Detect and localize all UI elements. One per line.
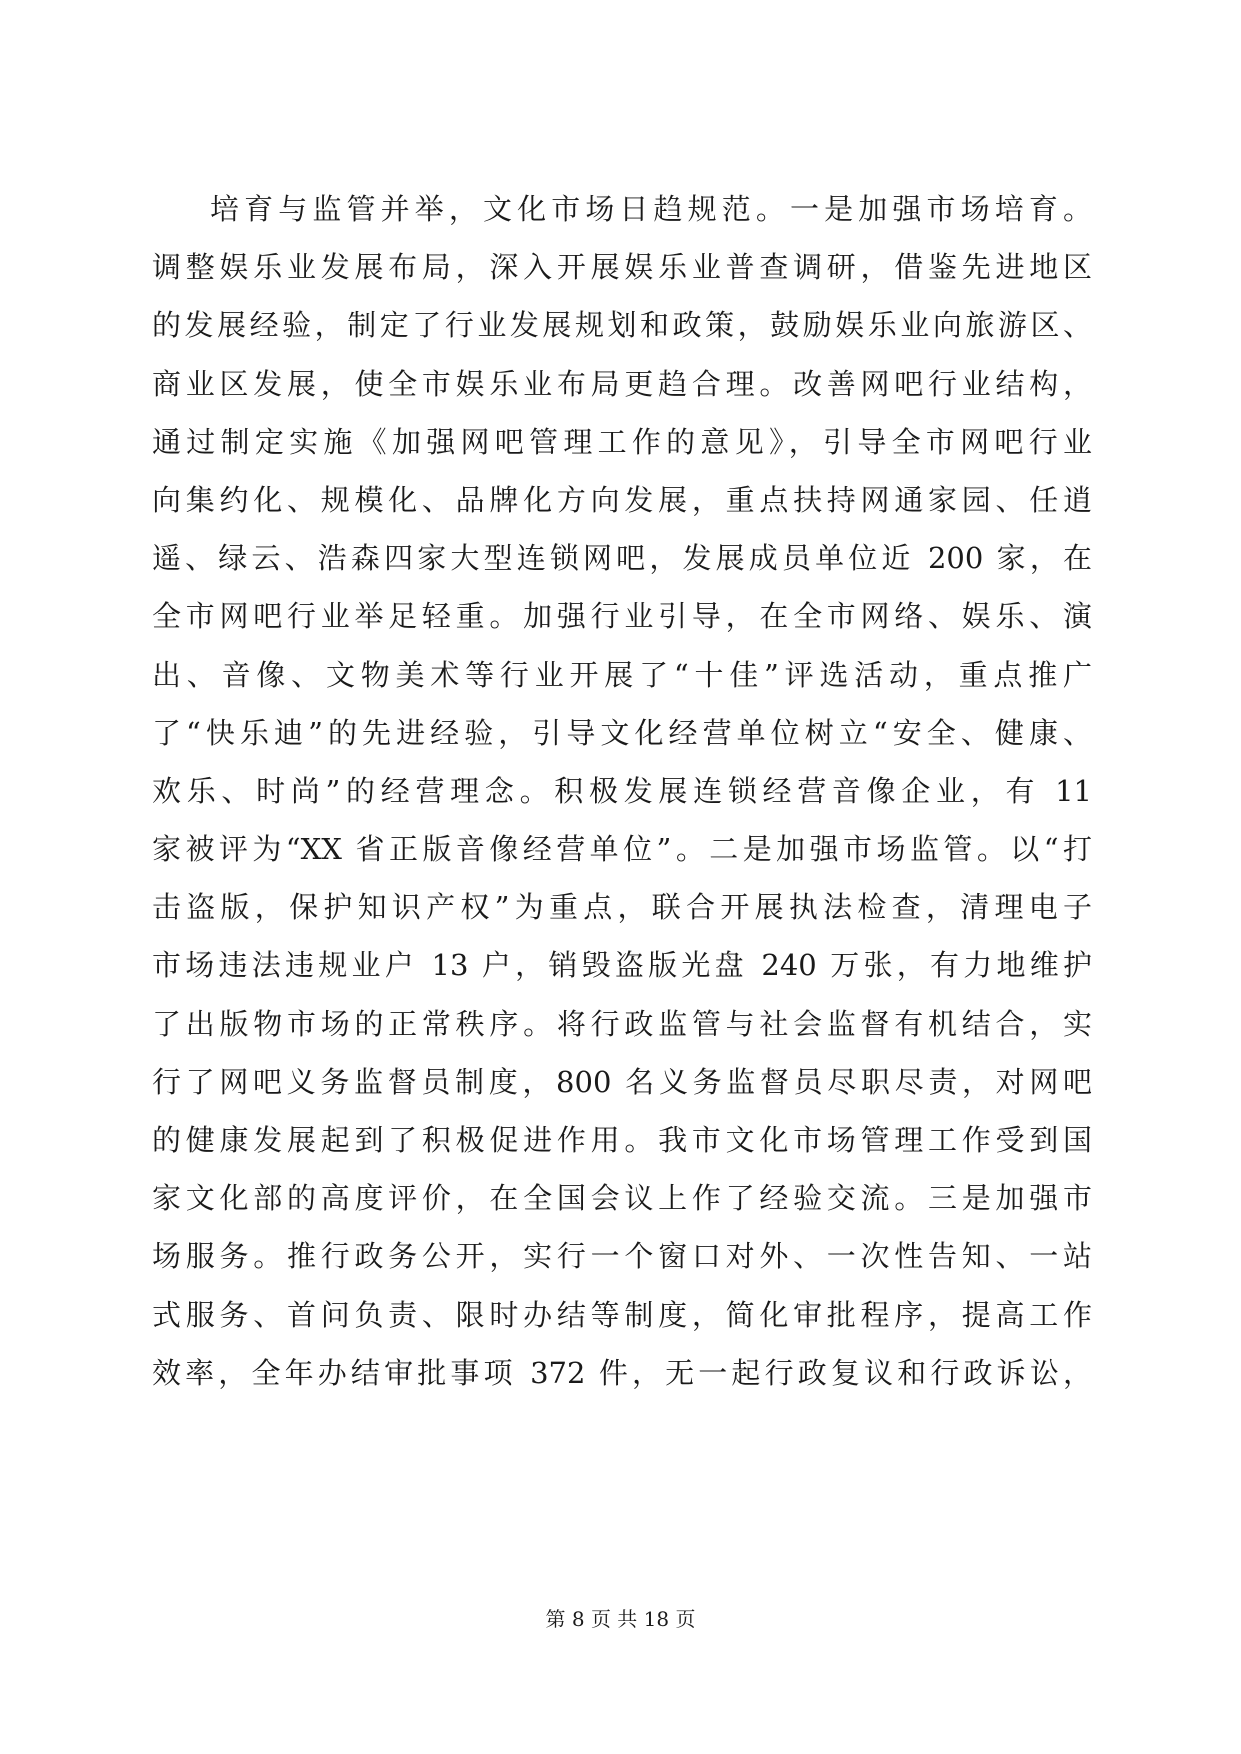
text-line: 家文化部的高度评价，在全国会议上作了经验交流。三是加强市 bbox=[152, 1181, 1092, 1216]
text-line: 场服务。推行政务公开，实行一个窗口对外、一次性告知、一站 bbox=[152, 1239, 1092, 1274]
text-line: 欢乐、时尚”的经营理念。积极发展连锁经营音像企业，有 11 bbox=[152, 773, 1092, 808]
text-line: 式服务、首问负责、限时办结等制度，简化审批程序，提高工作 bbox=[152, 1297, 1092, 1332]
text-line: 商业区发展，使全市娱乐业布局更趋合理。改善网吧行业结构， bbox=[152, 366, 1092, 401]
text-line: 了出版物市场的正常秩序。将行政监管与社会监督有机结合，实 bbox=[152, 1006, 1092, 1041]
text-line: 调整娱乐业发展布局，深入开展娱乐业普查调研，借鉴先进地区 bbox=[152, 250, 1092, 285]
text-line: 向集约化、规模化、品牌化方向发展，重点扶持网通家园、任逍 bbox=[152, 482, 1092, 517]
text-line: 的健康发展起到了积极促进作用。我市文化市场管理工作受到国 bbox=[152, 1123, 1092, 1157]
text-line: 行了网吧义务监督员制度，800 名义务监督员尽职尽责，对网吧 bbox=[152, 1064, 1092, 1099]
text-line: 击盗版，保护知识产权”为重点，联合开展执法检查，清理电子 bbox=[152, 890, 1092, 925]
text-line: 效率，全年办结审批事项 372 件，无一起行政复议和行政诉讼， bbox=[152, 1355, 1092, 1390]
text-line: 了“快乐迪”的先进经验，引导文化经营单位树立“安全、健康、 bbox=[152, 715, 1092, 750]
text-line: 通过制定实施《加强网吧管理工作的意见》，引导全市网吧行业 bbox=[152, 424, 1092, 459]
text-line: 市场违法违规业户 13 户，销毁盗版光盘 240 万张，有力地维护 bbox=[152, 948, 1092, 983]
body-paragraph bbox=[152, 180, 1092, 1402]
text-line: 遥、绿云、浩森四家大型连锁网吧，发展成员单位近 200 家，在 bbox=[152, 541, 1092, 576]
text-line: 家被评为“XX 省正版音像经营单位”。二是加强市场监管。以“打 bbox=[152, 832, 1092, 867]
text-line: 出、音像、文物美术等行业开展了“十佳”评选活动，重点推广 bbox=[152, 657, 1092, 692]
text-line: 培育与监管并举，文化市场日趋规范。一是加强市场培育。 bbox=[210, 192, 1092, 226]
page-number-footer: 第 8 页 共 18 页 bbox=[545, 1607, 696, 1631]
text-line: 的发展经验，制定了行业发展规划和政策，鼓励娱乐业向旅游区、 bbox=[152, 308, 1092, 343]
text-line: 全市网吧行业举足轻重。加强行业引导，在全市网络、娱乐、演 bbox=[152, 599, 1092, 634]
